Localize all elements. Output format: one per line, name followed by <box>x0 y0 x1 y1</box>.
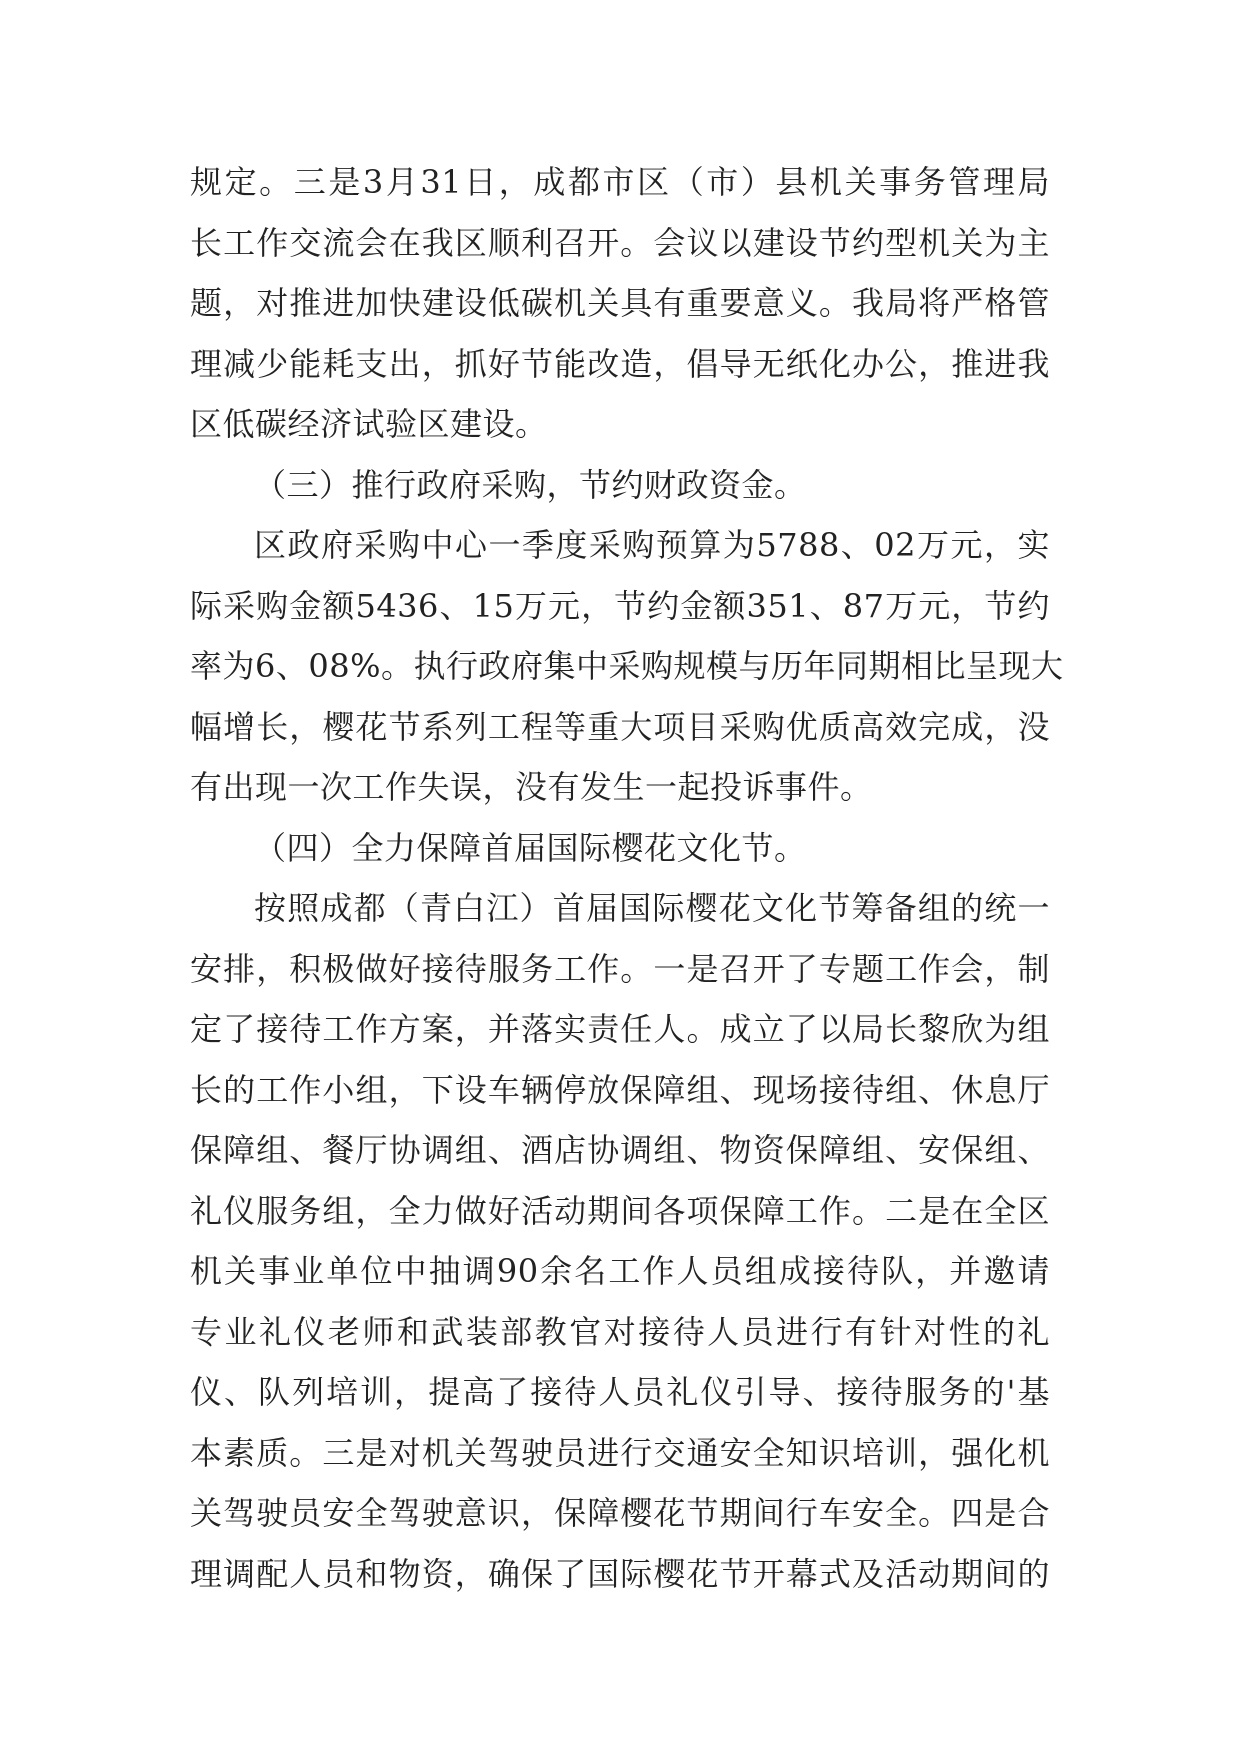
text-line: 区政府采购中心一季度采购预算为5788、02万元，实 <box>254 526 1050 564</box>
text-line: 关驾驶员安全驾驶意识，保障樱花节期间行车安全。四是合 <box>190 1494 1050 1532</box>
text-line: 机关事业单位中抽调90余名工作人员组成接待队，并邀请 <box>190 1252 1050 1290</box>
text-line: 率为6、08%。执行政府集中采购规模与历年同期相比呈现大 <box>190 647 1064 685</box>
body-text <box>190 152 1064 1604</box>
text-line: 幅增长，樱花节系列工程等重大项目采购优质高效完成，没 <box>190 707 1050 746</box>
text-line: 按照成都（青白江）首届国际樱花文化节筹备组的统一 <box>254 889 1050 927</box>
text-line: 专业礼仪老师和武装部教官对接待人员进行有针对性的礼 <box>190 1312 1050 1351</box>
text-line: 理调配人员和物资，确保了国际樱花节开幕式及活动期间的 <box>190 1554 1050 1593</box>
text-line: 保障组、餐厅协调组、酒店协调组、物资保障组、安保组、 <box>190 1131 1050 1169</box>
text-line: 题，对推进加快建设低碳机关具有重要意义。我局将严格管 <box>190 284 1050 322</box>
section-heading: （三）推行政府采购，节约财政资金。 <box>254 465 807 504</box>
text-line: 际采购金额5436、15万元，节约金额351、87万元，节约 <box>190 586 1050 625</box>
section-heading: （四）全力保障首届国际樱花文化节。 <box>254 828 807 867</box>
text-line: 理减少能耗支出，抓好节能改造，倡导无纸化办公，推进我 <box>190 344 1050 383</box>
text-line: 安排，积极做好接待服务工作。一是召开了专题工作会，制 <box>190 949 1050 988</box>
text-line: 长的工作小组，下设车辆停放保障组、现场接待组、休息厅 <box>190 1070 1050 1109</box>
text-line: 规定。三是3月31日，成都市区（市）县机关事务管理局 <box>190 163 1050 201</box>
text-line: 长工作交流会在我区顺利召开。会议以建设节约型机关为主 <box>190 223 1050 262</box>
text-line: 区低碳经济试验区建设。 <box>190 405 548 443</box>
text-line: 仪、队列培训，提高了接待人员礼仪引导、接待服务的'基 <box>190 1373 1050 1411</box>
text-line: 礼仪服务组，全力做好活动期间各项保障工作。二是在全区 <box>190 1191 1050 1230</box>
text-line: 定了接待工作方案，并落实责任人。成立了以局长黎欣为组 <box>190 1010 1050 1048</box>
text-line: 本素质。三是对机关驾驶员进行交通安全知识培训，强化机 <box>190 1433 1050 1472</box>
text-line: 有出现一次工作失误，没有发生一起投诉事件。 <box>190 768 873 806</box>
